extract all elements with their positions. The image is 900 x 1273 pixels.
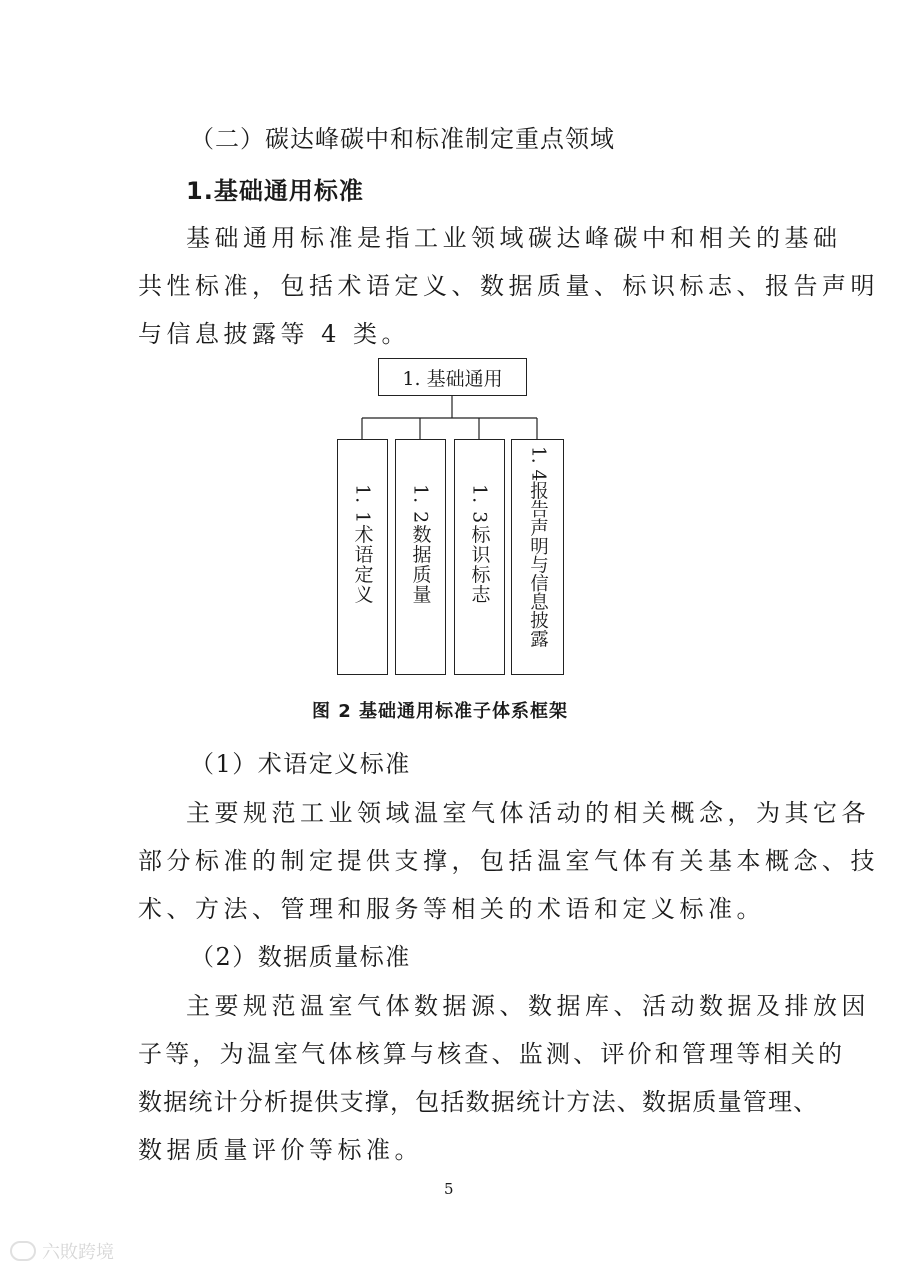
page-number: 5 bbox=[444, 1180, 456, 1198]
item2-line-2: 子等，为温室气体核算与核查、监测、评价和管理等相关的 bbox=[138, 1040, 846, 1068]
intro-line-2: 共性标准，包括术语定义、数据质量、标识标志、报告声明 bbox=[138, 272, 879, 300]
intro-line-3: 与信息披露等 4 类。 bbox=[138, 320, 411, 348]
diagram-child-label: 1. 4报告声明与信息披露 bbox=[527, 446, 549, 648]
item2-line-3: 数据统计分析提供支撑，包括数据统计方法、数据质量管理、 bbox=[138, 1088, 819, 1116]
diagram-child-box-3 bbox=[454, 439, 505, 675]
diagram-root-label: 1. 基础通用 bbox=[402, 367, 503, 390]
item1-line-1: 主要规范工业领域温室气体活动的相关概念，为其它各 bbox=[186, 799, 870, 827]
watermark-text: 六敗跨境 bbox=[42, 1242, 114, 1263]
item1-line-3: 术、方法、管理和服务等相关的术语和定义标准。 bbox=[138, 895, 765, 923]
intro-line-1: 基础通用标准是指工业领域碳达峰碳中和相关的基础 bbox=[186, 224, 842, 252]
subsection-title: 1.基础通用标准 bbox=[186, 177, 364, 205]
figure-caption: 图 2 基础通用标准子体系框架 bbox=[312, 701, 569, 722]
diagram-child-label: 1. 3标识标志 bbox=[468, 484, 491, 605]
item2-line-1: 主要规范温室气体数据源、数据库、活动数据及排放因 bbox=[186, 992, 870, 1020]
diagram-child-box-2 bbox=[395, 439, 446, 675]
item1-line-2: 部分标准的制定提供支撑，包括温室气体有关基本概念、技 bbox=[138, 847, 879, 875]
item2-title: （2）数据质量标准 bbox=[190, 943, 411, 971]
diagram-child-label: 1. 1术语定义 bbox=[351, 484, 374, 605]
watermark-logo-icon bbox=[10, 1241, 36, 1261]
item1-title: （1）术语定义标准 bbox=[190, 750, 411, 778]
diagram-child-label: 1. 2数据质量 bbox=[409, 484, 432, 605]
diagram-child-box-4 bbox=[511, 439, 564, 675]
section-title: （二）碳达峰碳中和标准制定重点领域 bbox=[190, 125, 615, 153]
diagram-root-box bbox=[378, 358, 527, 396]
item2-line-4: 数据质量评价等标准。 bbox=[138, 1136, 423, 1164]
watermark bbox=[10, 1238, 114, 1264]
diagram-child-box-1 bbox=[337, 439, 388, 675]
